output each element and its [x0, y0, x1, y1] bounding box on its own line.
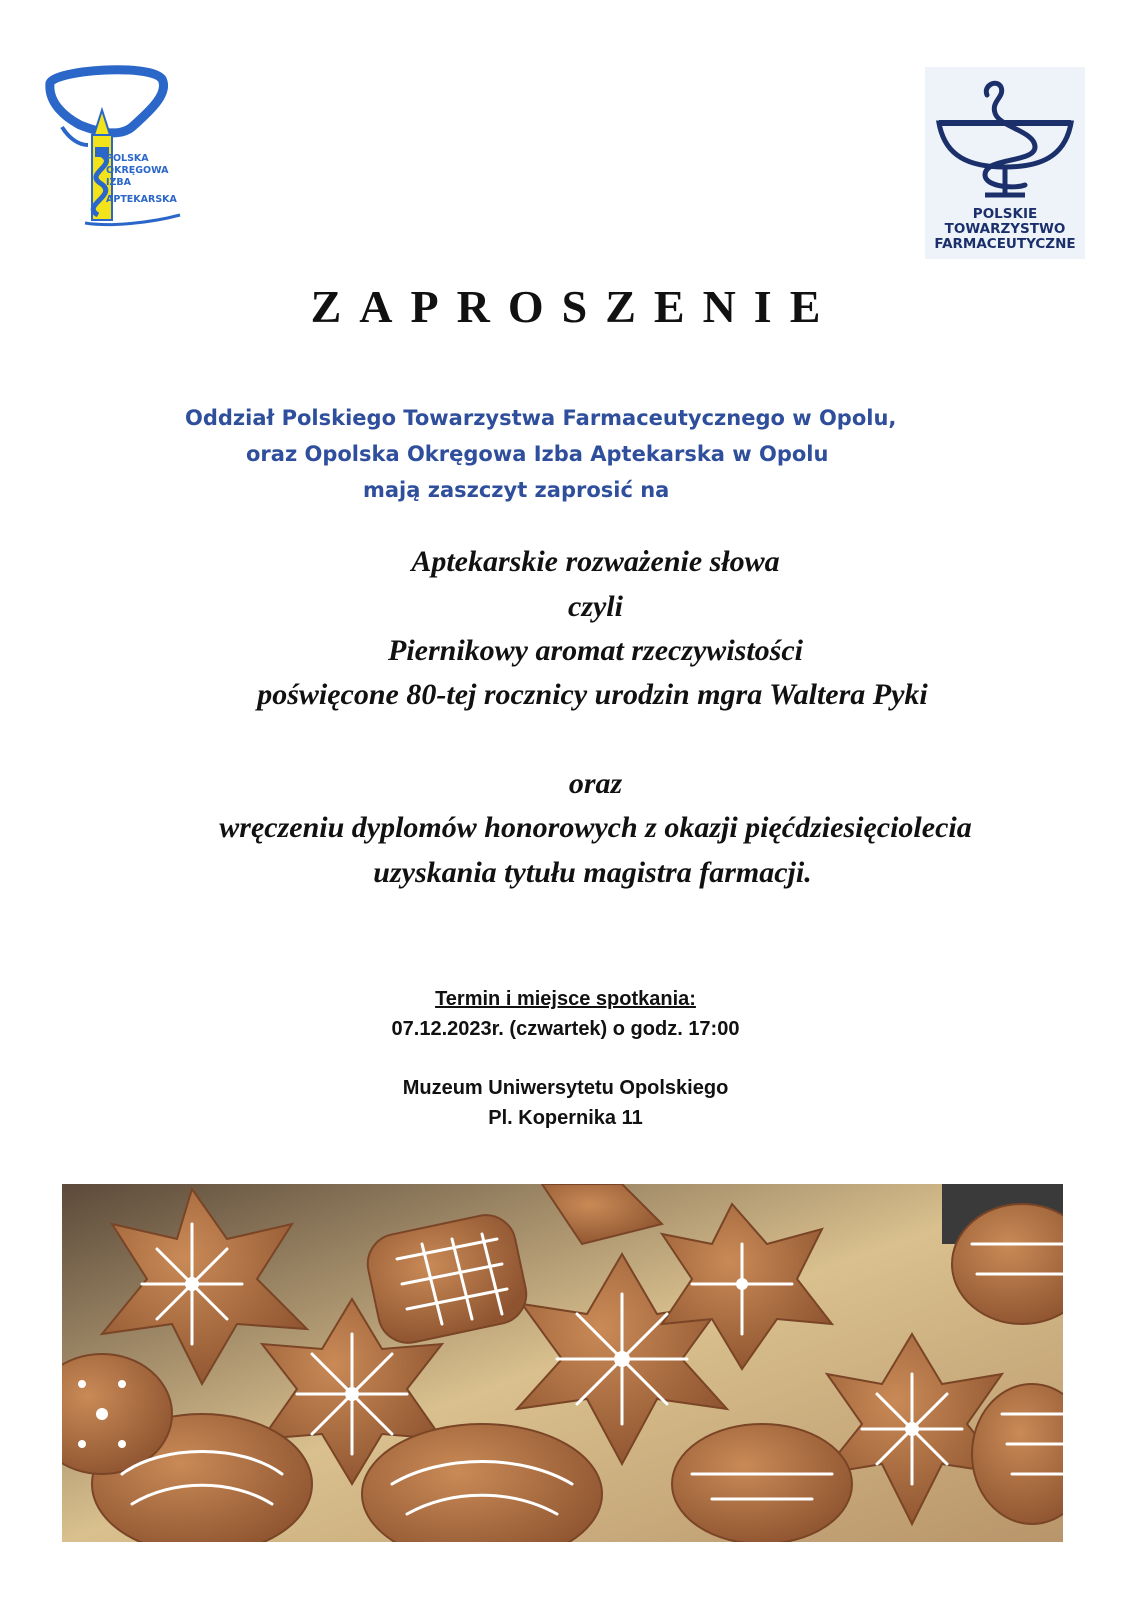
logo-right-line-2: TOWARZYSTWO	[944, 221, 1066, 237]
event-line-3: Piernikowy aromat rzeczywistości	[388, 634, 803, 667]
logo-left-line-3: IZBA	[106, 177, 132, 188]
organizer-line-2: oraz Opolska Okręgowa Izba Aptekarska w Opolu	[246, 442, 829, 466]
polskie-towarzystwo-farmaceutyczne-logo	[925, 67, 1085, 259]
opolska-izba-aptekarska-logo	[40, 65, 185, 230]
event-line-7: uzyskania tytułu magistra farmacji.	[373, 856, 812, 889]
event-line-4: poświęcone 80-tej rocznicy urodzin mgra Waltera Pyki	[257, 678, 928, 711]
details-heading: Termin i miejsce spotkania:	[435, 988, 696, 1010]
event-line-1: Aptekarskie rozważenie słowa	[411, 545, 780, 578]
event-line-6: wręczeniu dyplomów honorowych z okazji pięćdziesięciolecia	[219, 811, 972, 844]
organizer-line-1: Oddział Polskiego Towarzystwa Farmaceutycznego w Opolu,	[185, 406, 897, 430]
logo-left-line-2: OKRĘGOWA	[106, 165, 169, 176]
bowl-of-hygieia-icon	[925, 67, 1085, 207]
logo-left-line-1: POLSKA	[106, 153, 149, 164]
event-line-2: czyli	[568, 590, 623, 623]
gingerbread-cookies-photo	[62, 1184, 1063, 1542]
details-datetime: 07.12.2023r. (czwartek) o godz. 17:00	[391, 1018, 740, 1040]
logo-right-line-3: FARMACEUTYCZNE	[934, 236, 1076, 252]
event-line-5: oraz	[568, 767, 623, 800]
logo-right-line-1: POLSKIE	[972, 206, 1038, 222]
page-title: ZAPROSZENIE	[310, 281, 839, 332]
details-address: Pl. Kopernika 11	[488, 1107, 643, 1129]
details-venue: Muzeum Uniwersytetu Opolskiego	[402, 1077, 729, 1099]
logo-left-line-4: APTEKARSKA	[106, 194, 177, 205]
organizer-line-3: mają zaszczyt zaprosić na	[363, 478, 670, 502]
